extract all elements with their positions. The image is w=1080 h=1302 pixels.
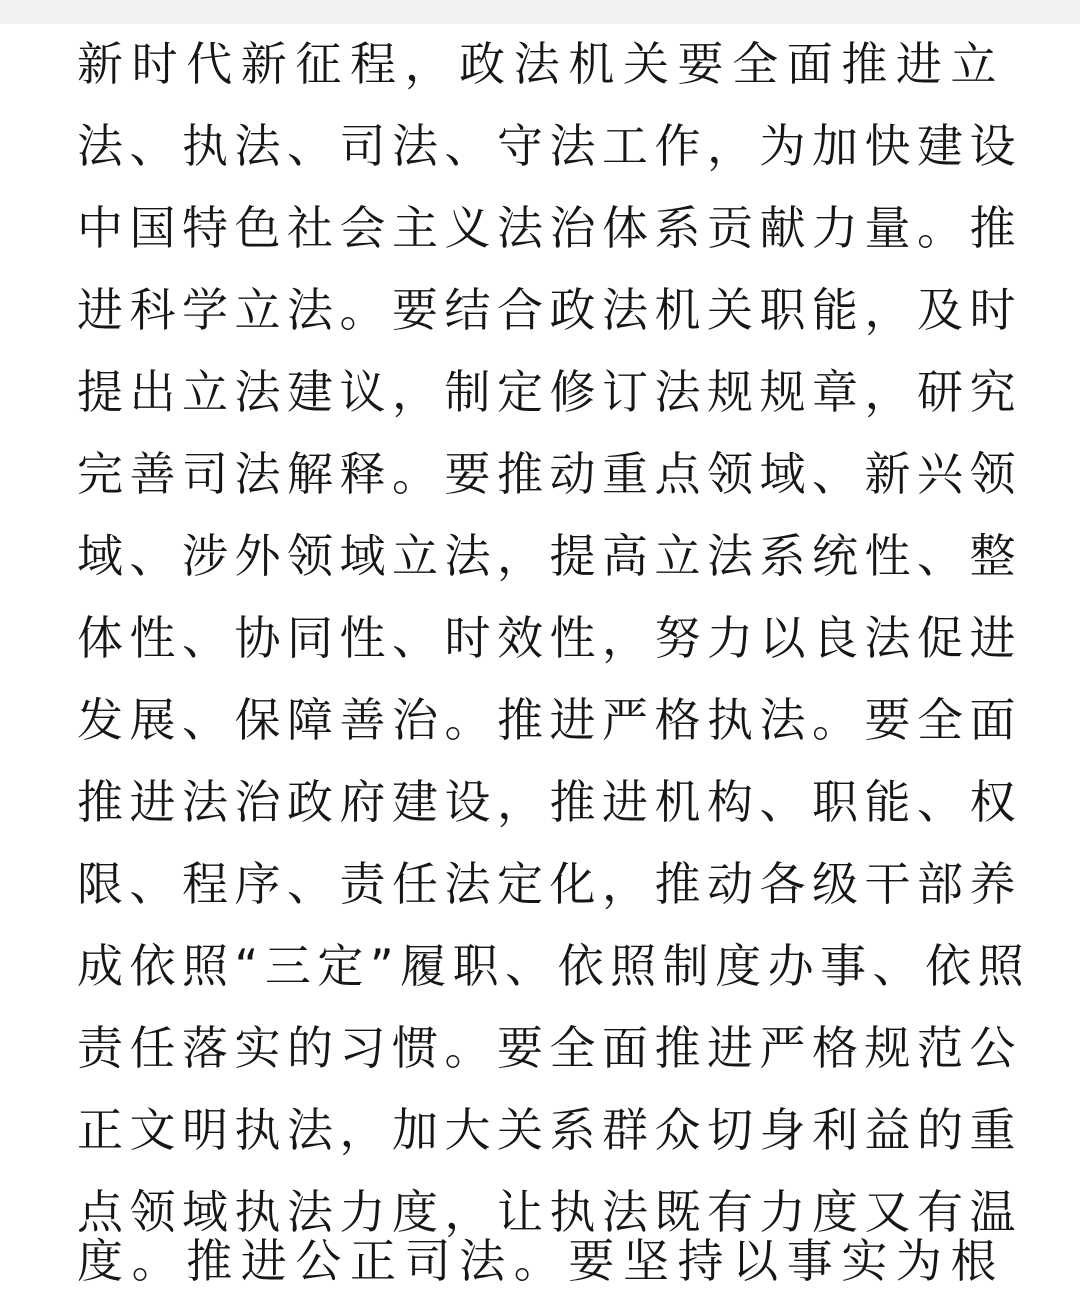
article-line: 完善司法解释。要推动重点领域、新兴领 xyxy=(77,447,1022,501)
article-line: 域、涉外领域立法，提高立法系统性、整 xyxy=(77,529,1022,583)
article-line: 新时代新征程，政法机关要全面推进立 xyxy=(77,37,1003,91)
article-line: 点领域执法力度，让执法既有力度又有温 xyxy=(77,1185,1022,1239)
article-line: 提出立法建议，制定修订法规规章，研究 xyxy=(77,365,1022,419)
article-line: 推进法治政府建设，推进机构、职能、权 xyxy=(77,775,1022,829)
article-line: 正文明执法，加大关系群众切身利益的重 xyxy=(77,1103,1022,1157)
article-line: 成依照“三定”履职、依照制度办事、依照 xyxy=(77,939,1031,993)
article-line: 法、执法、司法、守法工作，为加快建设 xyxy=(77,119,1022,173)
article-line: 度。推进公正司法。要坚持以事实为根 xyxy=(77,1234,1003,1288)
article-line: 中国特色社会主义法治体系贡献力量。推 xyxy=(77,201,1022,255)
article-line: 进科学立法。要结合政法机关职能，及时 xyxy=(77,283,1022,337)
article-line: 体性、协同性、时效性，努力以良法促进 xyxy=(77,611,1022,665)
article-line: 发展、保障善治。推进严格执法。要全面 xyxy=(77,693,1022,747)
article-line: 责任落实的习惯。要全面推进严格规范公 xyxy=(77,1021,1022,1075)
article-line: 限、程序、责任法定化，推动各级干部养 xyxy=(77,857,1022,911)
